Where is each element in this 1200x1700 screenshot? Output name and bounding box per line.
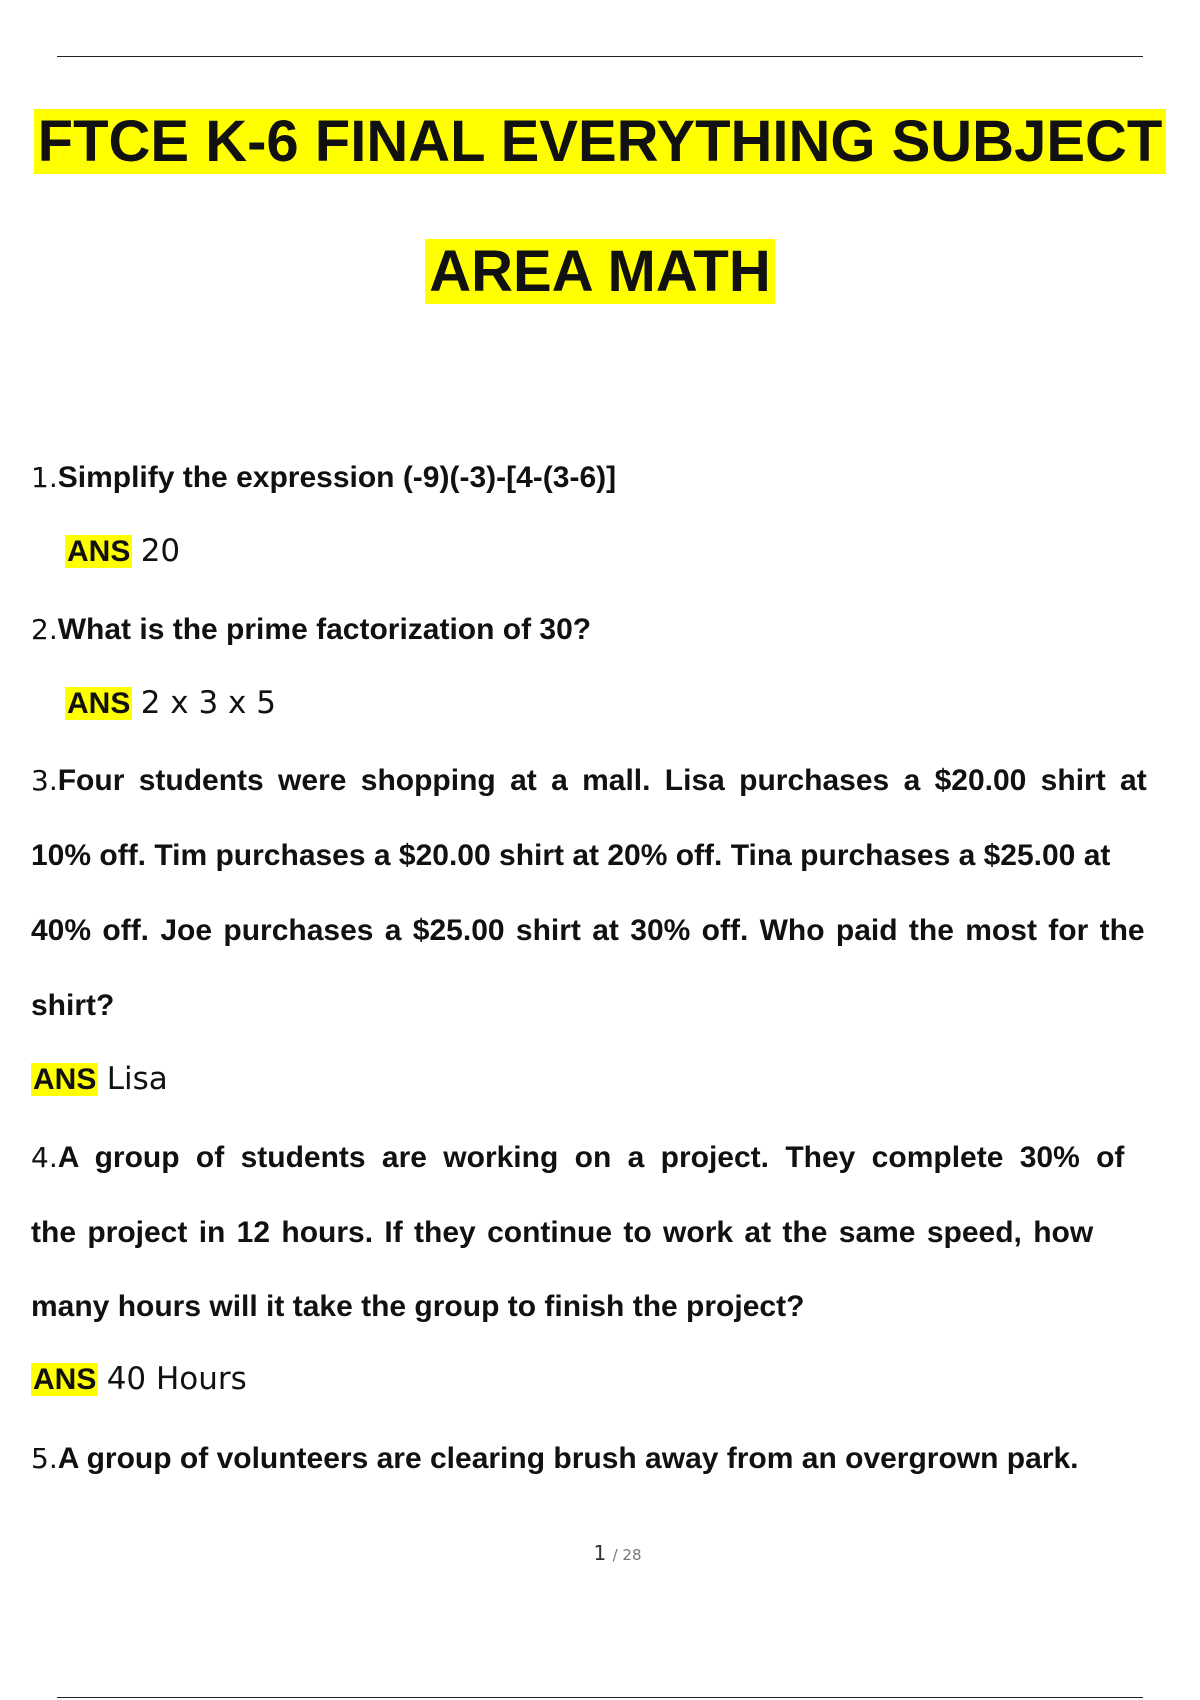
answer-2: ANS 2 x 3 x 5 <box>67 685 276 721</box>
question-4-line-3: many hours will it take the group to finish the project? <box>31 1290 805 1323</box>
document-title-line-1: FTCE K-6 FINAL EVERYTHING SUBJECT <box>0 110 1200 174</box>
question-3-line-1: 3.Four students were shopping at a mall. Lisa purchases a $20.00 shirt at <box>31 764 1147 797</box>
question-3-line-4: shirt? <box>31 989 115 1022</box>
top-rule <box>57 56 1143 57</box>
question-1: 1.Simplify the expression (-9)(-3)-[4-(3-6)] <box>31 461 617 494</box>
page-indicator <box>0 1541 1200 1565</box>
bottom-rule <box>57 1697 1143 1698</box>
question-2: 2.What is the prime factorization of 30? <box>31 613 592 646</box>
page-total: / 28 <box>612 1546 642 1564</box>
question-3-line-2: 10% off. Tim purchases a $20.00 shirt at 20% off. Tina purchases a $25.00 at <box>31 839 1111 872</box>
answer-4: ANS 40 Hours <box>33 1361 247 1397</box>
question-5: 5.A group of volunteers are clearing brush away from an overgrown park. <box>31 1442 1079 1475</box>
question-4-line-1: 4.A group of students are working on a project. They complete 30% of <box>31 1141 1125 1174</box>
page-current: 1 <box>593 1541 607 1565</box>
answer-1: ANS 20 <box>67 533 181 569</box>
question-3-line-3: 40% off. Joe purchases a $25.00 shirt at 30% off. Who paid the most for the <box>31 914 1145 947</box>
document-title-line-2: AREA MATH <box>0 240 1200 304</box>
answer-3: ANS Lisa <box>33 1061 168 1097</box>
question-4-line-2: the project in 12 hours. If they continue to work at the same speed, how <box>31 1216 1094 1249</box>
